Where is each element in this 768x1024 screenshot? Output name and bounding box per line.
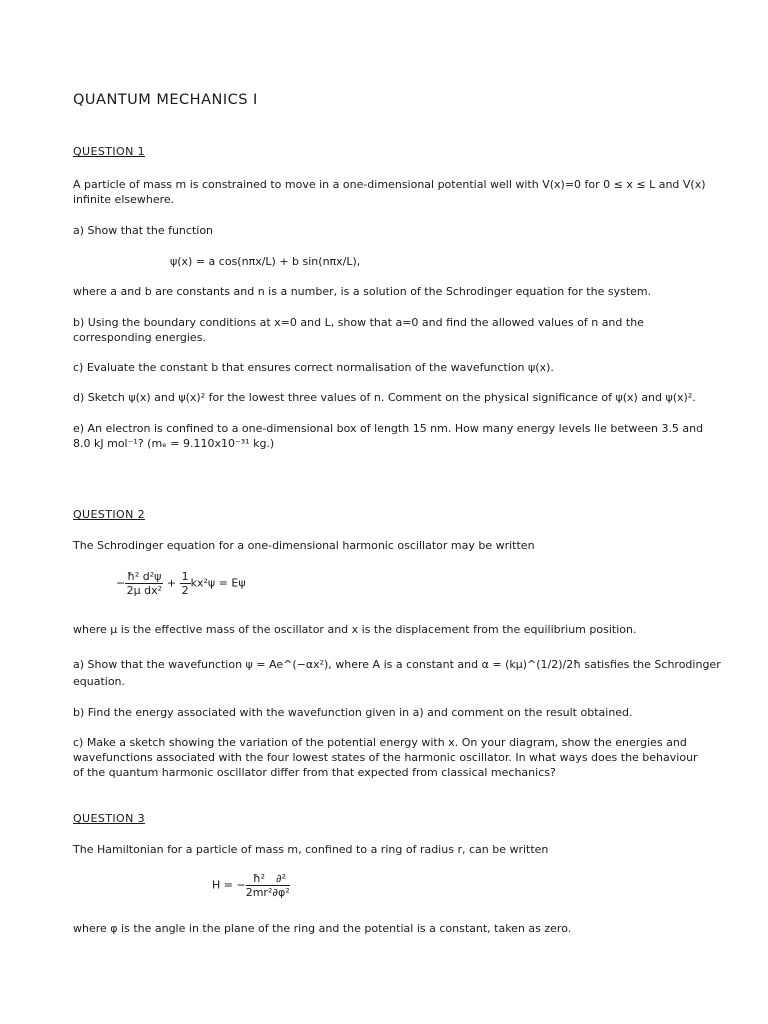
q2-intro: The Schrodinger equation for a one-dimensional harmonic oscillator may be written xyxy=(73,539,535,552)
q2-part-a-line-1: a) Show that the wavefunction ψ = Ae^(−αx²), where A is a constant and α = (kμ)^(1/2)/2ħ satisfies the Schrodinger xyxy=(73,658,721,671)
q2-part-a-line-2: equation. xyxy=(73,675,126,688)
q3-hamiltonian-equation xyxy=(212,872,290,899)
hbar-denominator: 2mr² xyxy=(245,886,273,899)
plus-sign: + xyxy=(166,576,177,590)
potential-and-energy-term: kx²ψ = Eψ xyxy=(190,576,246,590)
q1-intro-line-1: A particle of mass m is constrained to move in a one-dimensional potential well with V(x)=0 for 0 ≤ x ≤ L and V(x) xyxy=(73,178,706,191)
partial-derivative-fraction xyxy=(272,872,289,899)
hbar-fraction xyxy=(246,872,273,899)
question-3-heading: QUESTION 3 xyxy=(73,812,145,825)
page-title: QUANTUM MECHANICS I xyxy=(73,92,258,108)
q1-part-b-line-1: b) Using the boundary conditions at x=0 and L, show that a=0 and find the allowed values of n and the xyxy=(73,316,644,329)
kinetic-term xyxy=(125,570,163,597)
half-numerator: 1 xyxy=(181,570,189,583)
minus-sign: − xyxy=(116,576,126,590)
q1-part-a: a) Show that the function xyxy=(73,224,214,237)
partial-numerator: ∂² xyxy=(272,872,289,886)
q2-part-c-line-1: c) Make a sketch showing the variation of the potential energy with x. On your diagram, show the energies and xyxy=(73,736,687,749)
q2-part-c-line-2: wavefunctions associated with the four lowest states of the harmonic oscillator. In what ways does the behaviour xyxy=(73,751,698,764)
q1-part-e-line-1: e) An electron is confined to a one-dimensional box of length 15 nm. How many energy levels lie between 3.5 and xyxy=(73,422,704,435)
q1-part-d: d) Sketch ψ(x) and ψ(x)² for the lowest three values of n. Comment on the physical significance of ψ(x) and ψ(x)². xyxy=(73,391,696,404)
hamiltonian-lhs: H = − xyxy=(212,878,246,892)
q1-part-a-followup: where a and b are constants and n is a number, is a solution of the Schrodinger equation for the system. xyxy=(73,285,652,298)
question-2-heading: QUESTION 2 xyxy=(73,508,145,521)
q3-where: where φ is the angle in the plane of the ring and the potential is a constant, taken as zero. xyxy=(73,922,572,935)
q1-part-e-line-2: 8.0 kJ mol⁻¹? (mₑ = 9.110x10⁻³¹ kg.) xyxy=(73,437,275,450)
hbar-numerator: ħ² xyxy=(246,872,273,886)
q2-schrodinger-equation xyxy=(116,570,246,597)
q1-equation-psi: ψ(x) = a cos(nπx/L) + b sin(nπx/L), xyxy=(170,255,361,268)
q3-intro: The Hamiltonian for a particle of mass m, confined to a ring of radius r, can be written xyxy=(73,843,549,856)
q1-part-b-line-2: corresponding energies. xyxy=(73,331,206,344)
q2-part-c-line-3: of the quantum harmonic oscillator differ from that expected from classical mechanics? xyxy=(73,766,556,779)
kinetic-term-denominator: 2μ dx² xyxy=(126,584,163,597)
q1-part-c: c) Evaluate the constant b that ensures correct normalisation of the wavefunction ψ(x). xyxy=(73,361,554,374)
q1-intro-line-2: infinite elsewhere. xyxy=(73,193,175,206)
question-1-heading: QUESTION 1 xyxy=(73,145,145,158)
q2-part-b: b) Find the energy associated with the wavefunction given in a) and comment on the result obtained. xyxy=(73,706,633,719)
half-denominator: 2 xyxy=(181,584,189,597)
kinetic-term-numerator: ħ² d²ψ xyxy=(127,570,162,583)
partial-denominator: ∂φ² xyxy=(272,886,290,899)
q2-where: where μ is the effective mass of the oscillator and x is the displacement from the equilibrium position. xyxy=(73,623,637,636)
half-fraction xyxy=(180,570,191,597)
